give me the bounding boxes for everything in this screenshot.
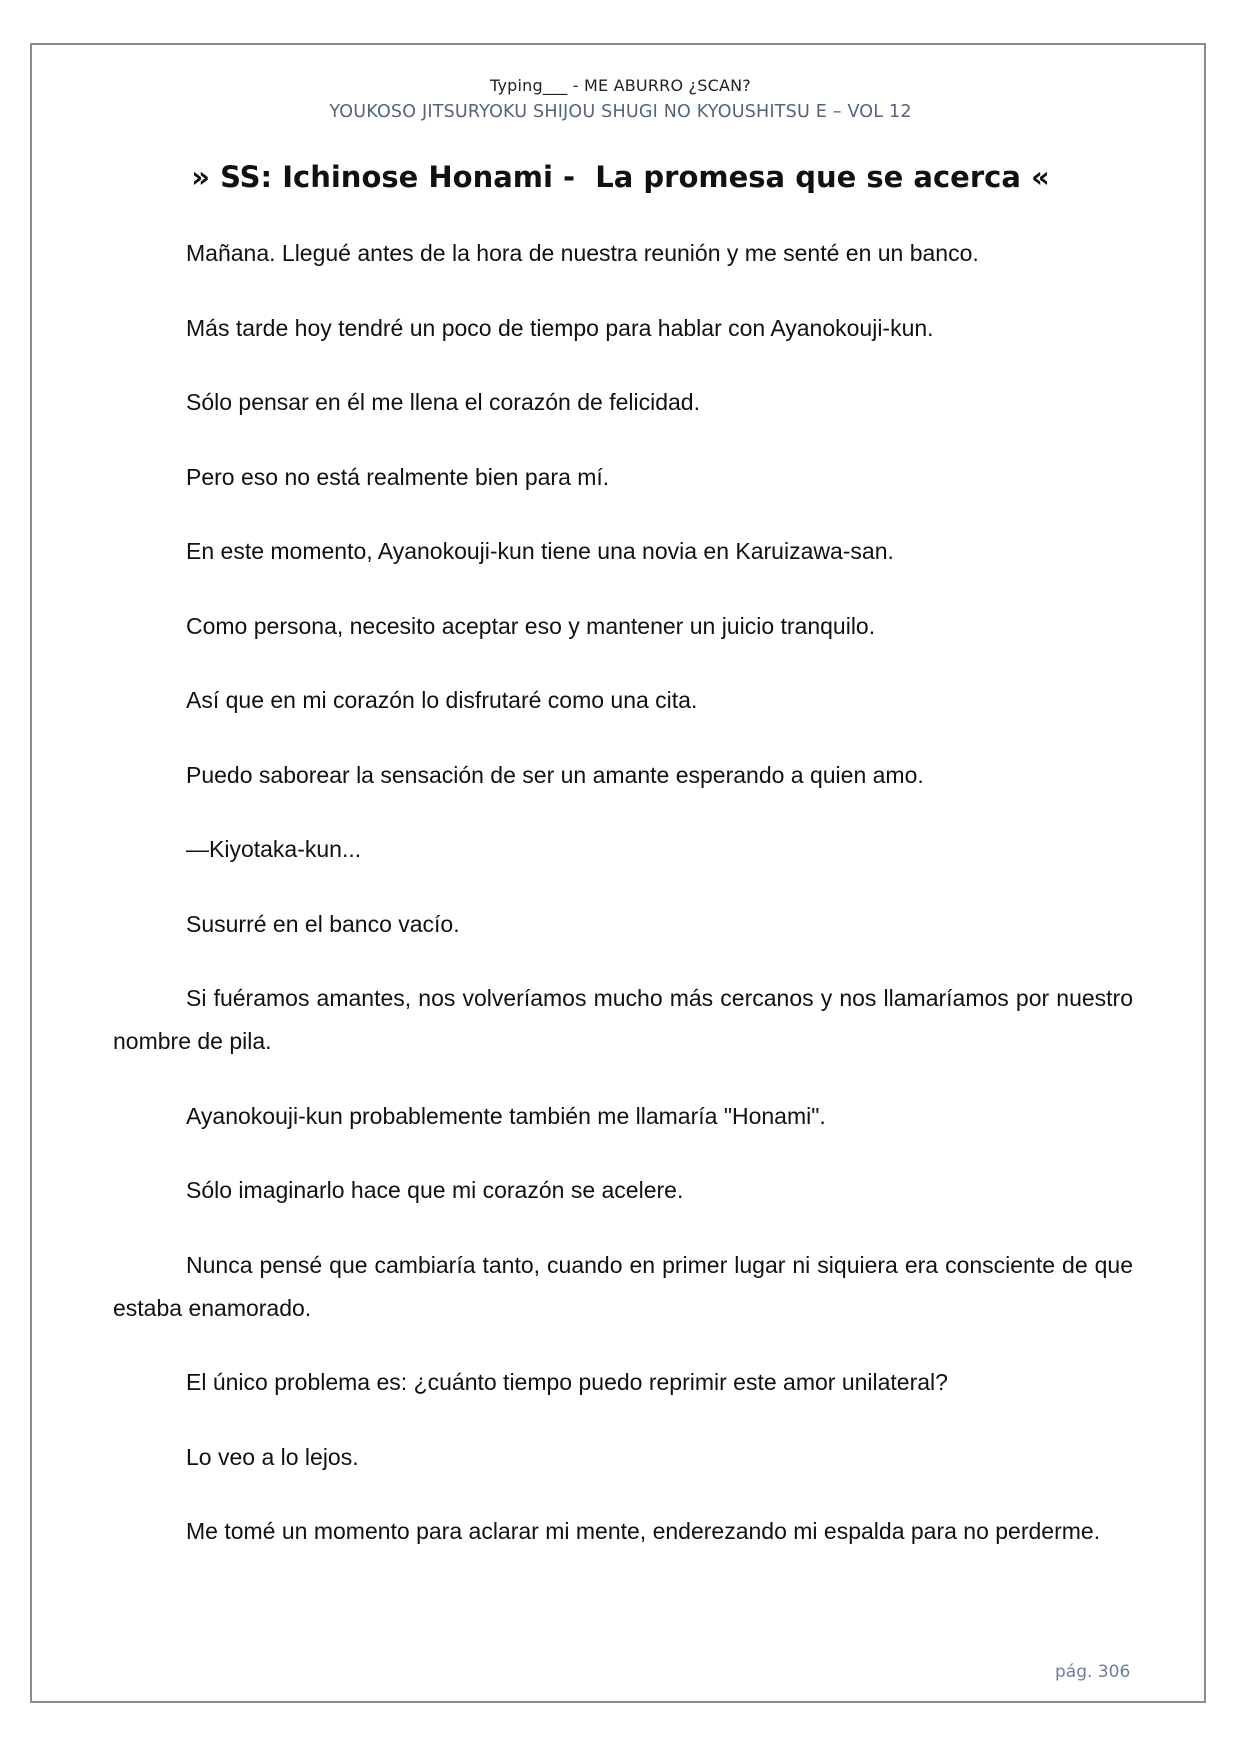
paragraph: Así que en mi corazón lo disfrutaré como una cita. [186,687,698,713]
paragraph: Sólo pensar en él me llena el corazón de felicidad. [186,389,700,415]
paragraph: El único problema es: ¿cuánto tiempo puedo reprimir este amor unilateral? [186,1369,948,1395]
page-number: pág. 306 [1055,1662,1131,1682]
running-header-book-title: YOUKOSO JITSURYOKU SHIJOU SHUGI NO KYOUSHITSU E – VOL 12 [329,102,912,122]
paragraph: Nunca pensé que cambiaría tanto, cuando en primer lugar ni siquiera era consciente de que estaba enamorado. [113,1251,1133,1321]
paragraph: —Kiyotaka-kun... [186,836,362,862]
paragraph: Mañana. Llegué antes de la hora de nuestra reunión y me senté en un banco. [186,240,979,266]
paragraph: Más tarde hoy tendré un poco de tiempo para hablar con Ayanokouji-kun. [186,314,934,341]
paragraph: Sólo imaginarlo hace que mi corazón se acelere. [186,1177,684,1203]
running-header-typing-credit: Typing___ - ME ABURRO ¿SCAN? [490,76,751,95]
paragraph: Me tomé un momento para aclarar mi mente, enderezando mi espalda para no perderme. [186,1518,1101,1544]
paragraph: Si fuéramos amantes, nos volveríamos mucho más cercanos y nos llamaríamos por nuestro nombre de pila. [113,985,1133,1054]
paragraph: Como persona, necesito aceptar eso y mantener un juicio tranquilo. [186,612,876,639]
paragraph: Ayanokouji-kun probablemente también me llamaría "Honami". [186,1102,826,1129]
paragraph: Puedo saborear la sensación de ser un amante esperando a quien amo. [186,761,924,788]
paragraph: Pero eso no está realmente bien para mí. [186,463,610,490]
paragraph: Susurré en el banco vacío. [186,910,460,937]
chapter-title: » SS: Ichinose Honami - La promesa que se acerca « [191,160,1050,194]
paragraph: En este momento, Ayanokouji-kun tiene una novia en Karuizawa-san. [186,538,894,564]
body-text [113,232,1133,1585]
paragraph: Lo veo a lo lejos. [186,1443,359,1470]
